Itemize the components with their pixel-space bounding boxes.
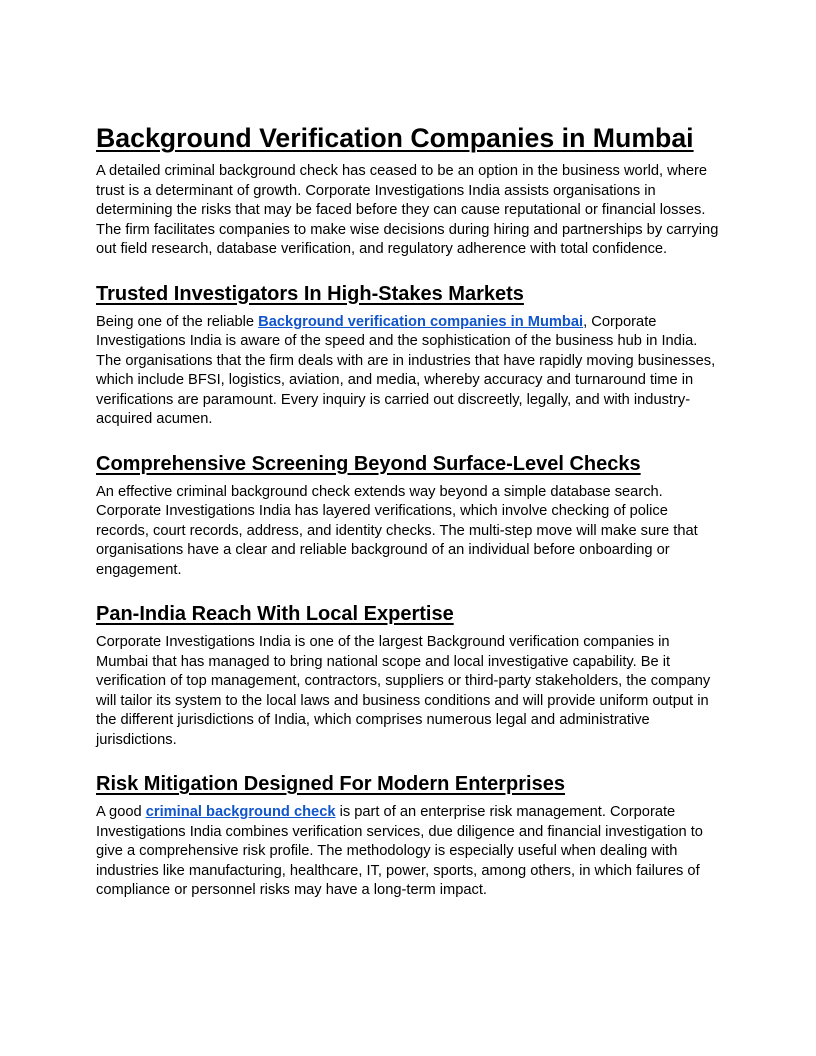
paragraph-text: A good (96, 804, 146, 820)
section-heading: Pan-India Reach With Local Expertise (96, 603, 454, 625)
paragraph-text: Being one of the reliable (96, 313, 259, 330)
document-page (96, 120, 720, 901)
page-title: Background Verification Companies in Mumbai (96, 123, 694, 153)
section-heading: Risk Mitigation Designed For Modern Enterprises (96, 773, 565, 795)
section-comprehensive-screening (96, 451, 720, 581)
section-paragraph (96, 803, 720, 901)
section-paragraph (96, 313, 720, 430)
section-risk-mitigation (96, 771, 720, 901)
background-verification-link[interactable]: Background verification companies in Mumbai (258, 313, 584, 330)
paragraph-text: is part of an enterprise risk management. Corporate Investigations India combines verification services, due diligence and financial investigation to give a comprehensive risk profile. The methodology is especially useful when dealing with industries like manufacturing, healthcare, IT, power, sports, among others, in which failures of compliance or personnel risks may have a long-term impact. (96, 804, 703, 898)
criminal-background-check-link[interactable]: criminal background check (145, 804, 336, 820)
section-paragraph: Corporate Investigations India is one of the largest Background verification companies in Mumbai that has managed to bring national scope and local investigative capability. Be it verification of top management, contractors, suppliers or third-party stakeholders, the company will tailor its system to the local laws and business conditions and will provide uniform output in the different jurisdictions of India, which comprises numerous legal and administrative jurisdictions. (96, 634, 711, 748)
section-trusted-investigators (96, 281, 720, 430)
section-heading: Comprehensive Screening Beyond Surface-Level Checks (96, 452, 641, 475)
section-heading: Trusted Investigators In High-Stakes Markets (96, 282, 524, 305)
section-paragraph: An effective criminal background check extends way beyond a simple database search. Corporate Investigations India has layered verifications, which involve checking of police records, court records, address, and identity checks. The multi-step move will make sure that organisations have a clear and reliable background of an individual before onboarding or engagement. (96, 483, 698, 578)
paragraph-text: , Corporate Investigations India is aware of the speed and the sophistication of the business hub in India. The organisations that the firm deals with are in industries that have rapidly moving businesses, which include BFSI, logistics, aviation, and media, whereby accuracy and turnaround time in verifications are paramount. Every inquiry is carried out discreetly, legally, and with industry-acquired acumen. (96, 313, 716, 427)
section-pan-india-reach (96, 601, 720, 750)
intro-paragraph: A detailed criminal background check has ceased to be an option in the business world, where trust is a determinant of growth. Corporate Investigations India assists organisations in determining the risks that may be faced before they can cause reputational or financial losses. The firm facilitates companies to make wise decisions during hiring and partnerships by carrying out field research, database verification, and regulatory adherence with total confidence. (96, 163, 719, 257)
